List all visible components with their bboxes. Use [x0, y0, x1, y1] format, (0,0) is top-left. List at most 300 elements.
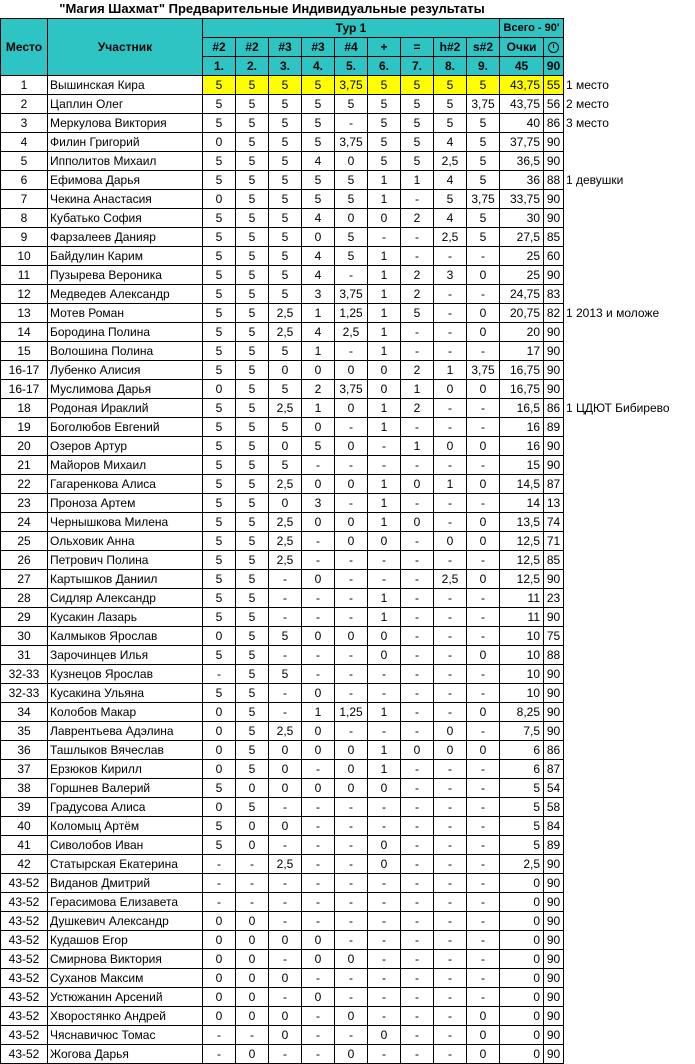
score-cell: -: [335, 912, 368, 931]
score-cell: -: [368, 931, 401, 950]
points-cell: 13,5: [500, 513, 544, 532]
header-total: Всего - 90': [500, 19, 564, 38]
score-cell: -: [467, 399, 500, 418]
points-cell: 36,5: [500, 152, 544, 171]
score-cell: -: [302, 608, 335, 627]
score-cell: -: [269, 893, 302, 912]
score-cell: 1,25: [335, 703, 368, 722]
points-cell: 10: [500, 646, 544, 665]
score-cell: 0: [302, 627, 335, 646]
points-cell: 10: [500, 684, 544, 703]
participant-name: Ташлыков Вячеслав: [48, 741, 203, 760]
score-cell: -: [467, 874, 500, 893]
participant-name: Чекина Анастасия: [48, 190, 203, 209]
time-cell: 90: [544, 855, 564, 874]
score-cell: 1: [368, 266, 401, 285]
score-cell: 0: [467, 380, 500, 399]
points-cell: 0: [500, 1045, 544, 1064]
score-cell: -: [467, 456, 500, 475]
points-cell: 0: [500, 950, 544, 969]
table-row: [1, 342, 693, 361]
score-cell: 1: [434, 475, 467, 494]
score-cell: 5: [236, 684, 269, 703]
score-cell: 5: [368, 133, 401, 152]
score-cell: -: [401, 589, 434, 608]
score-cell: -: [302, 817, 335, 836]
score-cell: 5: [269, 266, 302, 285]
award-note: [564, 456, 693, 475]
score-cell: 4: [302, 247, 335, 266]
table-row: [1, 114, 693, 133]
score-cell: 5: [401, 152, 434, 171]
score-cell: 5: [236, 665, 269, 684]
score-cell: 5: [236, 551, 269, 570]
score-cell: -: [434, 874, 467, 893]
score-cell: 1: [368, 741, 401, 760]
time-cell: 84: [544, 817, 564, 836]
score-cell: 1: [434, 361, 467, 380]
score-cell: -: [269, 570, 302, 589]
score-cell: 0: [434, 741, 467, 760]
score-cell: -: [467, 779, 500, 798]
time-cell: 56: [544, 95, 564, 114]
score-cell: 5: [203, 817, 236, 836]
score-cell: 1: [302, 342, 335, 361]
score-cell: -: [335, 266, 368, 285]
score-cell: -: [467, 285, 500, 304]
score-cell: 0: [335, 361, 368, 380]
score-cell: -: [368, 798, 401, 817]
time-cell: 90: [544, 209, 564, 228]
task-number-header: 1.: [203, 57, 236, 76]
score-cell: 1: [368, 475, 401, 494]
score-cell: 5: [203, 342, 236, 361]
score-cell: 5: [401, 76, 434, 95]
score-cell: 5: [467, 152, 500, 171]
score-cell: 0: [335, 760, 368, 779]
participant-name: Чяснавичюс Томас: [48, 1026, 203, 1045]
task-number-header: 4.: [302, 57, 335, 76]
table-row: [1, 475, 693, 494]
points-cell: 6: [500, 760, 544, 779]
table-row: [1, 513, 693, 532]
participant-name: Боголюбов Евгений: [48, 418, 203, 437]
table-row: [1, 228, 693, 247]
award-note: [564, 1026, 693, 1045]
score-cell: 5: [236, 304, 269, 323]
score-cell: 5: [368, 152, 401, 171]
score-cell: -: [368, 684, 401, 703]
place-cell: 10: [1, 247, 48, 266]
score-cell: 0: [302, 722, 335, 741]
table-row: [1, 855, 693, 874]
task-number-header: 5.: [335, 57, 368, 76]
score-cell: 1: [368, 513, 401, 532]
score-cell: 0: [368, 361, 401, 380]
score-cell: 5: [335, 190, 368, 209]
score-cell: -: [302, 893, 335, 912]
score-cell: -: [401, 760, 434, 779]
place-cell: 43-52: [1, 874, 48, 893]
score-cell: -: [368, 1007, 401, 1026]
score-cell: 0: [236, 931, 269, 950]
score-cell: 1: [368, 608, 401, 627]
score-cell: 0: [335, 1007, 368, 1026]
time-cell: 89: [544, 836, 564, 855]
stopwatch-icon: [548, 42, 559, 53]
award-note: 1 девушки: [566, 173, 624, 187]
score-cell: 2,5: [269, 304, 302, 323]
score-cell: 5: [434, 190, 467, 209]
table-row: [1, 817, 693, 836]
score-cell: 5: [302, 95, 335, 114]
score-cell: 0: [335, 152, 368, 171]
score-cell: 2,5: [335, 323, 368, 342]
score-cell: 0: [467, 513, 500, 532]
score-cell: -: [434, 608, 467, 627]
score-cell: 1: [368, 494, 401, 513]
award-note: [564, 285, 693, 304]
time-cell: 74: [544, 513, 564, 532]
participant-name: Ольховик Анна: [48, 532, 203, 551]
table-row: [1, 779, 693, 798]
score-cell: 2: [401, 285, 434, 304]
score-cell: 0: [335, 1045, 368, 1064]
points-cell: 16,5: [500, 399, 544, 418]
score-cell: 4: [434, 171, 467, 190]
score-cell: 0: [203, 969, 236, 988]
score-cell: 0: [335, 532, 368, 551]
score-cell: 2,5: [269, 323, 302, 342]
score-cell: 5: [203, 361, 236, 380]
score-cell: 5: [203, 285, 236, 304]
score-cell: -: [434, 779, 467, 798]
award-note: [564, 874, 693, 893]
place-cell: 43-52: [1, 969, 48, 988]
score-cell: 1: [368, 703, 401, 722]
score-cell: 0: [434, 380, 467, 399]
participant-name: Кудашов Егор: [48, 931, 203, 950]
points-cell: 15: [500, 456, 544, 475]
time-cell: 75: [544, 627, 564, 646]
place-cell: 13: [1, 304, 48, 323]
table-row: [1, 399, 693, 418]
points-cell: 20,75: [500, 304, 544, 323]
score-cell: 0: [401, 475, 434, 494]
task-number-header: 8.: [434, 57, 467, 76]
score-cell: 2: [401, 361, 434, 380]
score-cell: 0: [335, 475, 368, 494]
score-cell: 5: [401, 95, 434, 114]
award-note: [564, 741, 693, 760]
time-cell: 90: [544, 380, 564, 399]
time-cell: 13: [544, 494, 564, 513]
participant-name: Волошина Полина: [48, 342, 203, 361]
place-cell: 1: [1, 76, 48, 95]
score-cell: 0: [335, 741, 368, 760]
score-cell: 5: [269, 665, 302, 684]
table-row: [1, 893, 693, 912]
points-cell: 17: [500, 342, 544, 361]
score-cell: 3,75: [335, 133, 368, 152]
time-cell: 55: [544, 76, 564, 95]
score-cell: -: [401, 608, 434, 627]
score-cell: 1: [368, 399, 401, 418]
participant-name: Байдулин Карим: [48, 247, 203, 266]
table-row: [1, 665, 693, 684]
participant-name: Герасимова Елизавета: [48, 893, 203, 912]
score-cell: 0: [269, 969, 302, 988]
score-cell: -: [467, 855, 500, 874]
score-cell: -: [434, 627, 467, 646]
score-cell: -: [368, 950, 401, 969]
place-cell: 32-33: [1, 684, 48, 703]
place-cell: 23: [1, 494, 48, 513]
time-cell: 89: [544, 418, 564, 437]
time-cell: 90: [544, 969, 564, 988]
time-cell: 90: [544, 133, 564, 152]
score-cell: -: [335, 855, 368, 874]
award-note: [564, 380, 693, 399]
table-row: [1, 190, 693, 209]
table-row: [1, 969, 693, 988]
place-cell: 43-52: [1, 1007, 48, 1026]
table-row: [1, 589, 693, 608]
score-cell: 0: [302, 418, 335, 437]
table-row: [1, 380, 693, 399]
score-cell: 0: [467, 741, 500, 760]
score-cell: -: [236, 893, 269, 912]
place-cell: 21: [1, 456, 48, 475]
score-cell: 0: [335, 779, 368, 798]
score-cell: -: [401, 456, 434, 475]
score-cell: -: [335, 114, 368, 133]
score-cell: -: [302, 1026, 335, 1045]
score-cell: -: [335, 494, 368, 513]
score-cell: 5: [269, 190, 302, 209]
award-note: [564, 152, 693, 171]
score-cell: 5: [203, 475, 236, 494]
score-cell: -: [434, 950, 467, 969]
score-cell: -: [269, 988, 302, 1007]
score-cell: -: [434, 247, 467, 266]
time-cell: 90: [544, 703, 564, 722]
score-cell: 2,5: [434, 152, 467, 171]
points-cell: 0: [500, 988, 544, 1007]
score-cell: 0: [203, 760, 236, 779]
place-cell: 2: [1, 95, 48, 114]
table-row: [1, 437, 693, 456]
score-cell: -: [368, 722, 401, 741]
award-note: 1 2013 и моложе: [566, 306, 660, 320]
score-cell: -: [434, 703, 467, 722]
score-cell: 0: [269, 494, 302, 513]
score-cell: 0: [236, 836, 269, 855]
place-cell: 6: [1, 171, 48, 190]
award-note: [564, 532, 693, 551]
score-cell: 1: [401, 171, 434, 190]
place-cell: 22: [1, 475, 48, 494]
header-tour: Тур 1: [203, 19, 500, 38]
task-number-header: 2.: [236, 57, 269, 76]
time-cell: 87: [544, 475, 564, 494]
place-cell: 14: [1, 323, 48, 342]
score-cell: 3,75: [467, 95, 500, 114]
score-cell: 5: [203, 551, 236, 570]
participant-name: Фарзалеев Данияр: [48, 228, 203, 247]
score-cell: 0: [236, 779, 269, 798]
points-cell: 25: [500, 266, 544, 285]
score-cell: -: [401, 912, 434, 931]
score-cell: 5: [236, 798, 269, 817]
max-points: 45: [500, 57, 544, 76]
score-cell: 0: [368, 1026, 401, 1045]
score-cell: -: [368, 912, 401, 931]
score-cell: -: [368, 228, 401, 247]
table-row: [1, 1007, 693, 1026]
points-cell: 0: [500, 969, 544, 988]
score-cell: -: [401, 342, 434, 361]
score-cell: -: [467, 589, 500, 608]
participant-name: Калмыков Ярослав: [48, 627, 203, 646]
place-cell: 43-52: [1, 1045, 48, 1064]
score-cell: -: [434, 893, 467, 912]
score-cell: 5: [203, 247, 236, 266]
score-cell: -: [467, 969, 500, 988]
score-cell: -: [368, 893, 401, 912]
place-cell: 16-17: [1, 361, 48, 380]
time-cell: 90: [544, 1007, 564, 1026]
participant-name: Зарочинцев Илья: [48, 646, 203, 665]
score-cell: -: [335, 608, 368, 627]
score-cell: 0: [335, 950, 368, 969]
score-cell: 0: [269, 437, 302, 456]
participant-name: Виданов Дмитрий: [48, 874, 203, 893]
score-cell: -: [401, 931, 434, 950]
points-cell: 11: [500, 589, 544, 608]
score-cell: 4: [434, 133, 467, 152]
score-cell: -: [335, 798, 368, 817]
score-cell: 0: [269, 361, 302, 380]
score-cell: -: [434, 912, 467, 931]
task-symbol-header: #2: [236, 38, 269, 57]
points-cell: 0: [500, 1026, 544, 1045]
score-cell: 2: [302, 380, 335, 399]
time-cell: 90: [544, 190, 564, 209]
table-row: [1, 760, 693, 779]
score-cell: 3,75: [335, 285, 368, 304]
task-symbol-header: #4: [335, 38, 368, 57]
score-cell: -: [401, 1007, 434, 1026]
score-cell: 0: [302, 684, 335, 703]
score-cell: 2: [401, 209, 434, 228]
award-note: 2 место: [566, 97, 609, 111]
award-note: [564, 437, 693, 456]
table-row: [1, 684, 693, 703]
place-cell: 12: [1, 285, 48, 304]
score-cell: 0: [203, 988, 236, 1007]
score-cell: 0: [401, 513, 434, 532]
table-row: [1, 95, 693, 114]
participant-name: Душкевич Александр: [48, 912, 203, 931]
score-cell: -: [467, 608, 500, 627]
score-cell: 5: [203, 684, 236, 703]
score-cell: 5: [236, 76, 269, 95]
points-cell: 7,5: [500, 722, 544, 741]
table-row: [1, 171, 693, 190]
place-cell: 43-52: [1, 988, 48, 1007]
score-cell: 0: [203, 950, 236, 969]
award-note: [564, 342, 693, 361]
score-cell: -: [434, 684, 467, 703]
score-cell: 0: [203, 741, 236, 760]
points-cell: 14: [500, 494, 544, 513]
score-cell: 4: [434, 209, 467, 228]
table-row: [1, 209, 693, 228]
score-cell: 0: [236, 1007, 269, 1026]
points-cell: 16,75: [500, 380, 544, 399]
score-cell: -: [302, 665, 335, 684]
place-cell: 30: [1, 627, 48, 646]
score-cell: 5: [269, 114, 302, 133]
score-cell: 5: [236, 589, 269, 608]
participant-name: Муслимова Дарья: [48, 380, 203, 399]
score-cell: 0: [467, 475, 500, 494]
award-note: [564, 665, 693, 684]
award-note: [564, 988, 693, 1007]
participant-name: Чернышкова Милена: [48, 513, 203, 532]
award-note: [564, 779, 693, 798]
score-cell: 5: [203, 608, 236, 627]
score-cell: 5: [236, 190, 269, 209]
score-cell: 2,5: [269, 551, 302, 570]
score-cell: -: [434, 494, 467, 513]
award-note: [564, 855, 693, 874]
score-cell: 5: [269, 95, 302, 114]
award-note: [564, 931, 693, 950]
table-row: [1, 323, 693, 342]
score-cell: -: [302, 1007, 335, 1026]
award-note: [564, 209, 693, 228]
score-cell: 5: [236, 266, 269, 285]
score-cell: 5: [236, 380, 269, 399]
table-row: [1, 456, 693, 475]
score-cell: -: [434, 342, 467, 361]
place-cell: 9: [1, 228, 48, 247]
score-cell: -: [434, 817, 467, 836]
score-cell: -: [467, 722, 500, 741]
score-cell: 5: [467, 228, 500, 247]
score-cell: -: [467, 627, 500, 646]
score-cell: 1: [368, 589, 401, 608]
score-cell: 5: [302, 190, 335, 209]
score-cell: -: [401, 646, 434, 665]
time-cell: 87: [544, 760, 564, 779]
award-note: [564, 912, 693, 931]
award-note: [564, 817, 693, 836]
score-cell: 0: [236, 988, 269, 1007]
score-cell: 0: [203, 703, 236, 722]
score-cell: -: [434, 798, 467, 817]
score-cell: -: [401, 684, 434, 703]
score-cell: 0: [236, 817, 269, 836]
score-cell: 5: [203, 494, 236, 513]
score-cell: -: [467, 551, 500, 570]
score-cell: 0: [269, 1007, 302, 1026]
points-cell: 14,5: [500, 475, 544, 494]
table-row: [1, 266, 693, 285]
score-cell: 5: [269, 285, 302, 304]
